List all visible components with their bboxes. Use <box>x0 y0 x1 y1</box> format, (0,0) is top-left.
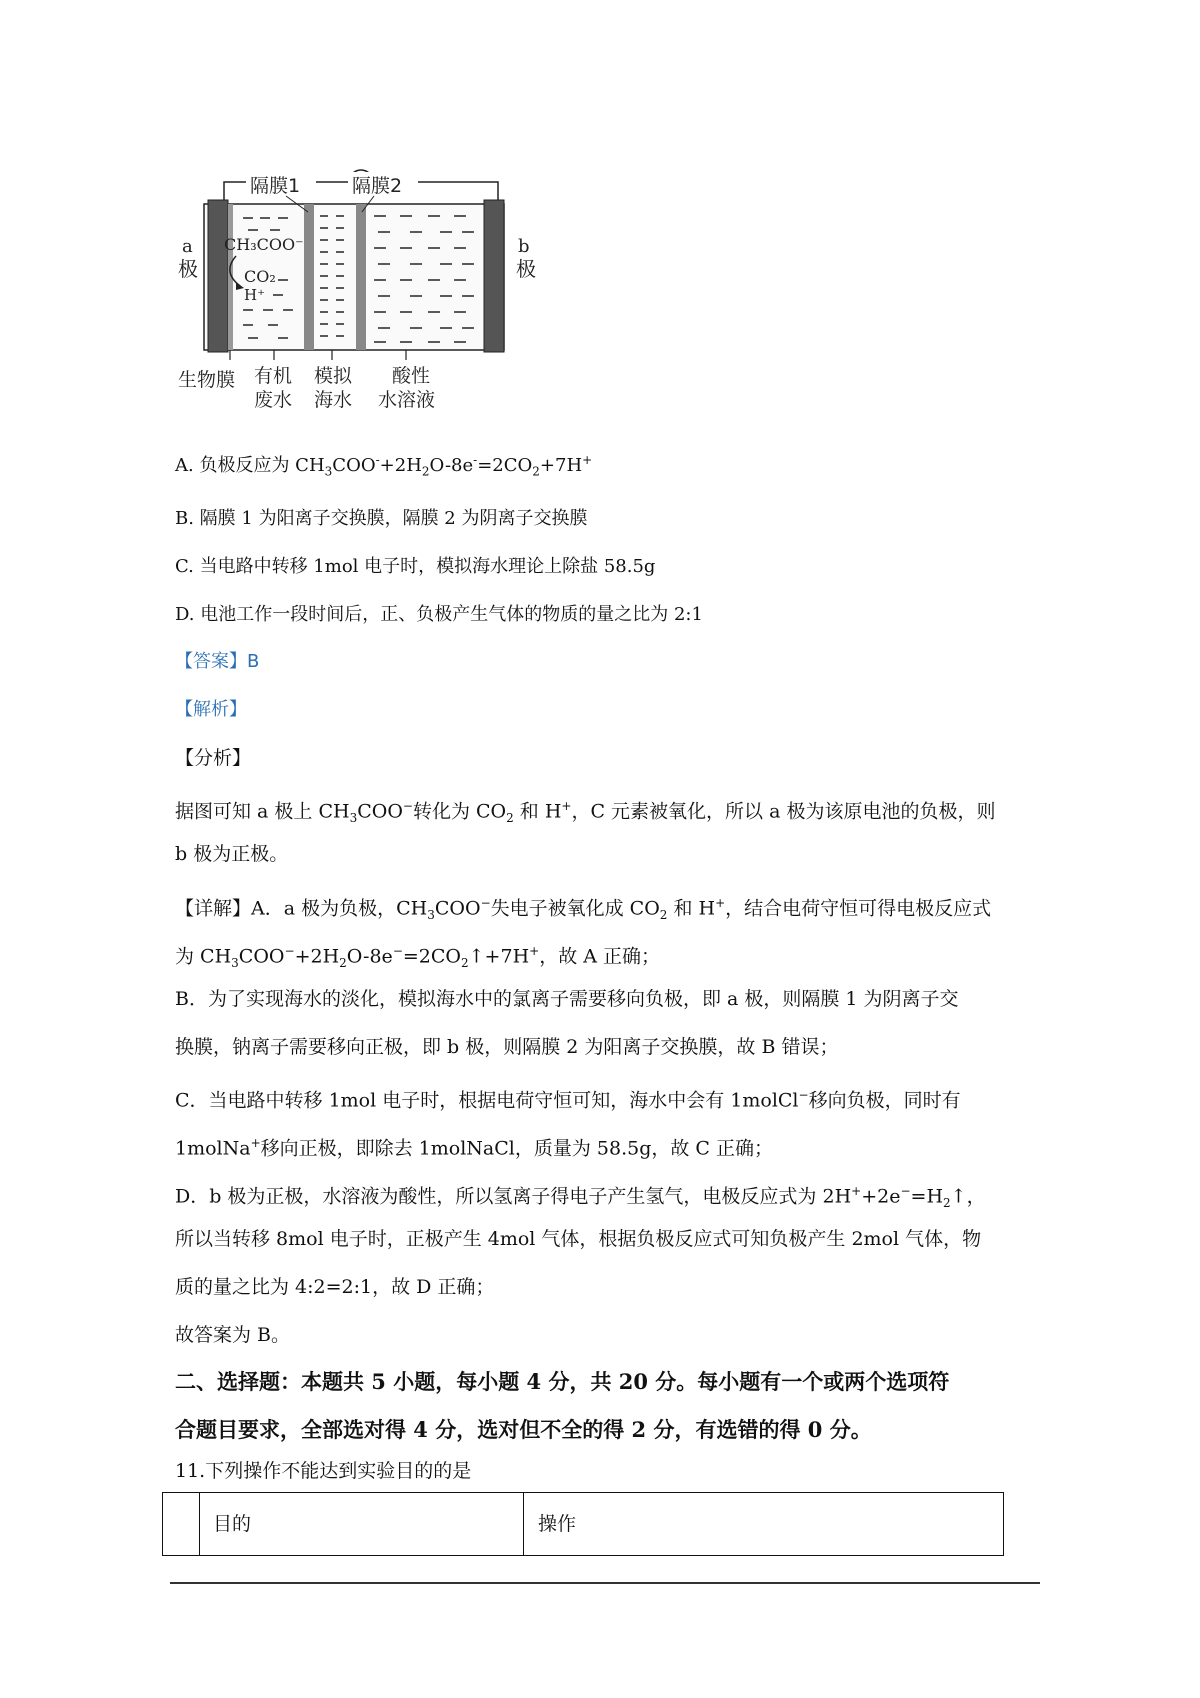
organic-label-2: 废水 <box>254 389 293 411</box>
organic-label-1: 有机 <box>254 365 293 387</box>
battery-diagram <box>178 160 558 422</box>
membrane-2 <box>356 204 366 350</box>
question-11: 11.下列操作不能达到实验目的的是 <box>175 1460 472 1482</box>
section2-line2: 合题目要求，全部选对得 4 分，选对但不全的得 2 分，有选错的得 0 分。 <box>175 1417 872 1442</box>
acidic-label-2: 水溶液 <box>378 389 436 411</box>
electrode-b-ji: 极 <box>516 257 536 281</box>
detail-a-1: 【详解】A．a 极为负极，$CH_3COO^-$失电子被氧化成 $CO_2$ 和 H+，结合电荷守恒可得电极反应式 <box>175 896 992 923</box>
table-index-cell <box>163 1493 200 1555</box>
electrode-b-letter: b <box>518 236 530 257</box>
electrode-a-letter: a <box>182 236 193 257</box>
fenxi-text-1: 据图可知 a 极上 $CH_3COO^-$转化为 $CO_2$ 和 H+，C 元素被氧化，所以 a 极为该原电池的负极，则 <box>175 799 996 826</box>
acidic-label-1: 酸性 <box>392 365 431 387</box>
purpose-header-text: 目的 <box>213 1513 252 1535</box>
bottom-ticks <box>230 350 406 360</box>
bio-membrane-label: 生物膜 <box>178 369 236 391</box>
electrode-b <box>484 200 504 352</box>
fenxi-text-2: b 极为正极。 <box>175 843 289 865</box>
option-c: C. 当电路中转移 1mol 电子时，模拟海水理论上除盐 58.5g <box>175 556 656 577</box>
detail-tag: 【详解】 <box>175 897 252 920</box>
table-header-purpose <box>199 1493 524 1555</box>
detail-c-1: C．当电路中转移 1mol 电子时，根据电荷守恒可知，海水中会有 1molCl−移向负极，同时有 <box>175 1088 961 1112</box>
seawater-label-1: 模拟 <box>314 365 353 387</box>
membrane-1-label: 隔膜1 <box>250 175 301 197</box>
section2-line1: 二、选择题：本题共 5 小题，每小题 4 分，共 20 分。每小题有一个或两个选项符 <box>175 1369 950 1394</box>
detail-d-3: 质的量之比为 4:2=2:1，故 D 正确； <box>175 1276 495 1298</box>
seawater-label-2: 海水 <box>314 389 353 411</box>
fenxi-tag: 【分析】 <box>175 747 252 769</box>
detail-a-2: 为 $CH_3COO^-+2H_2O-8e^-=2CO_2↑+7H^+$，故 A 正确； <box>175 944 661 971</box>
membrane-2-label: 隔膜2 <box>352 175 403 197</box>
detail-d-2: 所以当转移 8mol 电子时，正极产生 4mol 气体，根据负极反应式可知负极产生 2mol 气体，物 <box>175 1228 982 1250</box>
table-header-operation <box>524 1493 1003 1555</box>
detail-b-1: B．为了实现海水的淡化，模拟海水中的氯离子需要移向负极，即 a 极，则隔膜 1 为阴离子交 <box>175 988 959 1010</box>
conclusion: 故答案为 B。 <box>175 1324 291 1346</box>
detail-c-2: 1molNa+移向正极，即除去 1molNaCl，质量为 58.5g，故 C 正确； <box>175 1136 773 1160</box>
experiment-table <box>162 1492 1004 1556</box>
analysis-tag: 【解析】 <box>175 699 247 720</box>
co2-label: CO₂ <box>244 267 276 286</box>
option-a: A. 负极反应为 $CH_3COO^-+2H_2O-8e^-=2CO_2+7H^+$ <box>175 453 593 479</box>
option-d: D. 电池工作一段时间后，正、负极产生气体的物质的量之比为 2:1 <box>175 604 703 625</box>
operation-header-text: 操作 <box>538 1513 577 1535</box>
footer-divider <box>170 1582 1040 1584</box>
membrane-1 <box>304 204 314 350</box>
detail-d-1: D．b 极为正极，水溶液为酸性，所以氢离子得电子产生氢气，电极反应式为 $2H^++2e^-=H_2↑$， <box>175 1184 986 1211</box>
acetate-label: CH₃COO⁻ <box>224 235 304 254</box>
hplus-label: H⁺ <box>244 286 265 304</box>
option-a-prefix: A. 负极反应为 <box>175 455 290 476</box>
detail-b-2: 换膜，钠离子需要移向正极，即 b 极，则隔膜 2 为阳离子交换膜，故 B 错误； <box>175 1036 839 1058</box>
electrode-a <box>208 200 228 352</box>
option-b: B. 隔膜 1 为阳离子交换膜，隔膜 2 为阴离子交换膜 <box>175 508 588 529</box>
electrode-a-ji: 极 <box>178 257 198 281</box>
answer-tag: 【答案】B <box>175 651 260 672</box>
